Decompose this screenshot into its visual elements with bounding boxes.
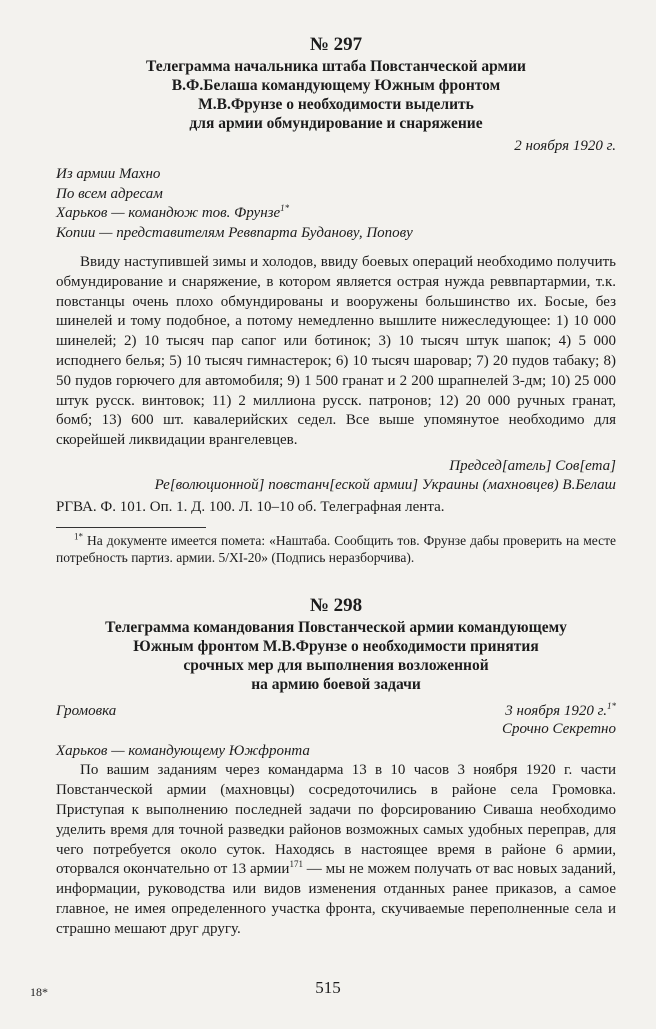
- doc-298-address: Харьков — командующему Южфронта: [56, 742, 310, 759]
- doc-298-meta-right: [502, 702, 616, 738]
- doc-298-title-line: Южным фронтом М.В.Фрунзе о необходимости принятия: [133, 637, 539, 655]
- doc-298-classification: Срочно Секретно: [502, 720, 616, 737]
- doc-297-archive: РГВА. Ф. 101. Оп. 1. Д. 100. Л. 10–10 об. Телеграфная лента.: [56, 498, 445, 515]
- doc-298-title: [56, 618, 616, 694]
- body-text-part: По вашим заданиям через командарма 13 в 10 часов 3 ноября 1920 г. части Повстанческой армии (махновцы) сосредоточились в районе села Громовка. Приступая к выполнению последней задачи по форсированию Сиваша необходимо уделить время для точной разведки районов возможных самых удобных переправ, для чего потребуется около суток. Находясь в настоящее время в районе 6 армии, оторвался окончательно от 13 армии: [56, 762, 616, 878]
- doc-297-title-line: В.Ф.Белаша командующему Южным фронтом: [171, 77, 501, 94]
- page-number: 515: [315, 978, 341, 997]
- doc-297-address: [56, 165, 616, 243]
- doc-298-body: [56, 761, 616, 939]
- signature-line: Ре[волюционной] повстанч[еской армии] Украины (махновцев) В.Белаш: [154, 477, 616, 494]
- address-line: По всем адресам: [56, 185, 163, 202]
- doc-297-title-line: М.В.Фрунзе о необходимости выделить: [198, 96, 474, 113]
- doc-297-number: № 297: [309, 34, 363, 55]
- printer-sheet-mark: 18*: [30, 985, 48, 999]
- doc-297-date: 2 ноября 1920 г.: [514, 138, 616, 154]
- address-text: Харьков — командюж тов. Фрунзе: [56, 205, 281, 221]
- footnote-ref: 1*: [280, 203, 290, 213]
- doc-298-title-line: Телеграмма командования Повстанческой армии командующему: [105, 618, 567, 636]
- doc-298-title-line: срочных мер для выполнения возложенной: [183, 656, 489, 674]
- signature-line: Председ[атель] Сов[ета]: [449, 457, 616, 474]
- doc-298-place: Громовка: [56, 702, 117, 719]
- doc-297-title: [56, 57, 616, 133]
- doc-298-date-line: [502, 702, 616, 720]
- doc-298-title-line: на армию боевой задачи: [251, 675, 421, 693]
- footnote-mark: 1*: [74, 531, 83, 542]
- doc-298-number: № 298: [309, 594, 363, 616]
- doc-297-signature: [56, 457, 616, 496]
- footnote-ref: 171: [289, 859, 303, 870]
- address-line: Из армии Махно: [56, 166, 161, 182]
- footnote-ref: 1*: [607, 700, 616, 711]
- doc-297-body: Ввиду наступившей зимы и холодов, ввиду боевых операций необходимо получить обмундирование и снаряжение, в котором является острая нужда реввпартармии, т.к. повстанцы очень плохо обмундированы и вооружены большинство их. Босые, без шинелей и тому подобное, а потому немедленно вышлите нижеследующее: 1) 10 000 шинелей; 2) 10 тысяч пар сапог или ботинок; 3) 10 тысяч штук шапок; 4) 5 000 исподнего белья; 5) 10 тысяч гимнастерок; 6) 10 тысяч шаровар; 7) 20 пудов табаку; 8) 50 пудов горючего для автомобиля; 9) 1 500 гранат и 2 200 шрапнелей 3-дм; 10) 25 000 штук русск. винтовок; 11) 2 миллиона русск. патронов; 12) 20 000 ручных гранат, бомб; 13) 600 шт. кавалерийских седел. Все выше упомянутое необходимо для скорейшей ликвидации врангелевцев.: [56, 254, 616, 449]
- doc-297-title-line: Телеграмма начальника штаба Повстанческой армии: [146, 58, 526, 75]
- address-line: [56, 204, 616, 224]
- footnote-text: На документе имеется помета: «Наштаба. Сообщить тов. Фрунзе дабы проверить на месте потребность партиз. армии. 5/XI-20» (Подпись неразборчива).: [56, 532, 616, 566]
- address-line: Копии — представителям Реввпарта Буданову, Попову: [56, 224, 413, 241]
- doc-297-footnote: [56, 532, 616, 567]
- doc-298-date: 3 ноября 1920 г.: [505, 702, 607, 719]
- doc-298-meta: [56, 702, 616, 738]
- body-text-part: — мы не можем получать от вас новых заданий, информации, руководства или видов изменения отданных ранее приказов, а самое главное, не имея определенного участка фронта, скучиваемые переполненные села и страшно мешают друг другу.: [56, 861, 616, 937]
- footnote-rule: [56, 527, 206, 528]
- page-content: [56, 34, 616, 940]
- doc-297-title-line: для армии обмундирование и снаряжение: [189, 115, 483, 132]
